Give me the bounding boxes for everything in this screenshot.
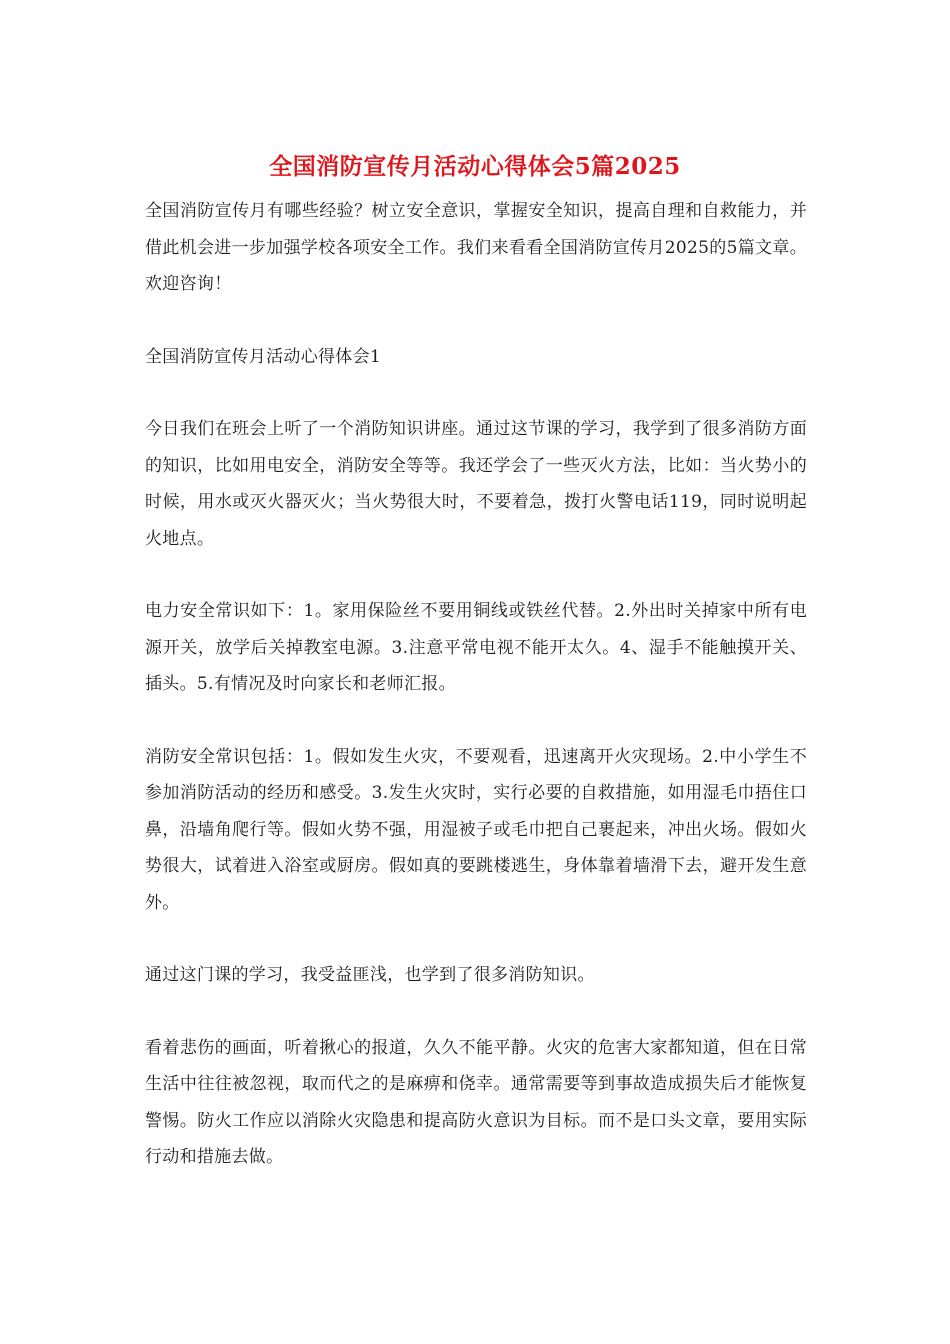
section-heading: 全国消防宣传月活动心得体会1 bbox=[145, 346, 382, 367]
body-paragraph: 看着悲伤的画面，听着揪心的报道，久久不能平静。火灾的危害大家都知道，但在日常生活中往往被忽视，取而代之的是麻痹和侥幸。通常需要等到事故造成损失后才能恢复警惕。防火工作应以消除火灾隐患和提高防火意识为目标。而不是口头文章，要用实际行动和措施去做。 bbox=[145, 1037, 807, 1167]
body-paragraph: 电力安全常识如下：1。家用保险丝不要用铜线或铁丝代替。2.外出时关掉家中所有电源开关，放学后关掉教室电源。3.注意平常电视不能开太久。4、湿手不能触摸开关、插头。5.有情况及时向家长和老师汇报。 bbox=[145, 601, 807, 694]
document-body bbox=[145, 193, 807, 1212]
intro-paragraph: 全国消防宣传月有哪些经验？树立安全意识，掌握安全知识，提高自理和自救能力，并借此机会进一步加强学校各项安全工作。我们来看看全国消防宣传月2025的5篇文章。欢迎咨询！ bbox=[145, 201, 807, 294]
body-paragraph: 今日我们在班会上听了一个消防知识讲座。通过这节课的学习，我学到了很多消防方面的知识，比如用电安全，消防安全等等。我还学会了一些灭火方法，比如：当火势小的时候，用水或灭火器灭火；当火势很大时，不要着急，拨打火警电话119，同时说明起火地点。 bbox=[145, 419, 807, 549]
body-paragraph: 消防安全常识包括：1。假如发生火灾，不要观看，迅速离开火灾现场。2.中小学生不参加消防活动的经历和感受。3.发生火灾时，实行必要的自救措施，如用湿毛巾捂住口鼻，沿墙角爬行等。假如火势不强，用湿被子或毛巾把自己裹起来，冲出火场。假如火势很大，试着进入浴室或厨房。假如真的要跳楼逃生，身体靠着墙滑下去，避开发生意外。 bbox=[145, 746, 807, 913]
body-paragraph: 通过这门课的学习，我受益匪浅，也学到了很多消防知识。 bbox=[145, 965, 595, 985]
document-title: 全国消防宣传月活动心得体会5篇2025 bbox=[269, 153, 681, 180]
